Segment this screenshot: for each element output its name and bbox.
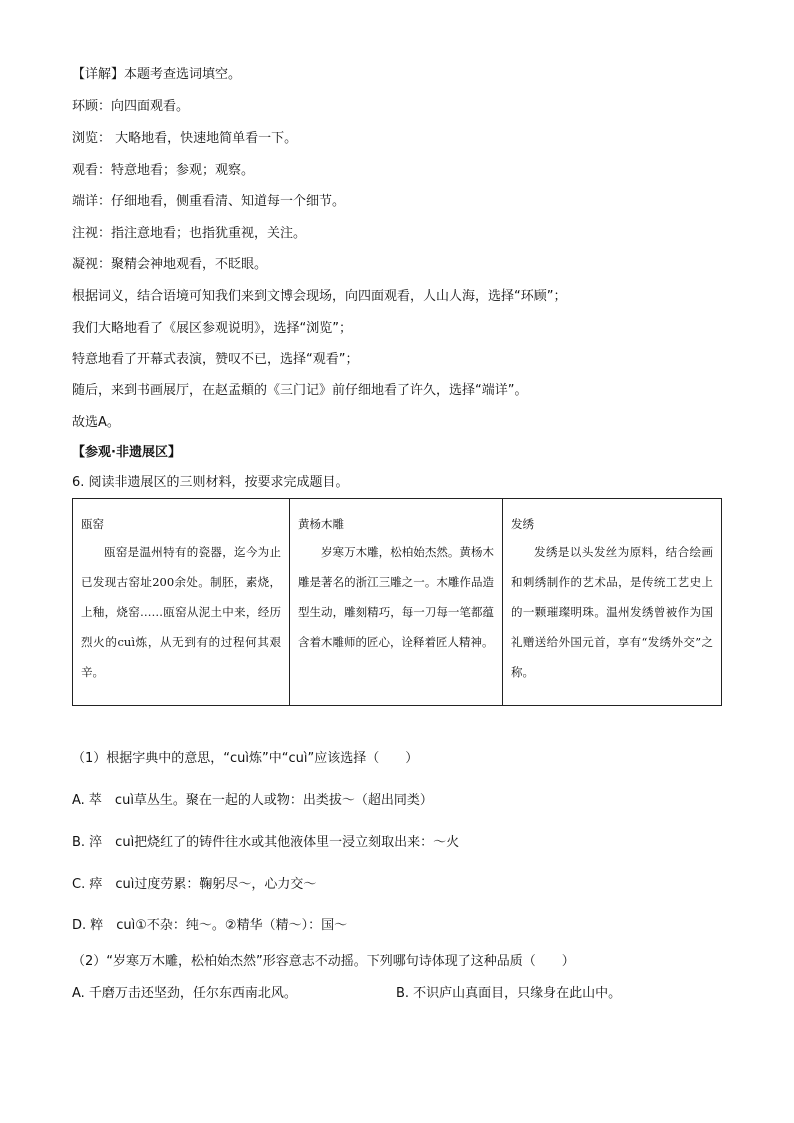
definition-liulan: 浏览： 大略地看，快速地简单看一下。 [72,131,298,146]
material-title-faxiu: 发绣 [511,517,534,531]
material-cell-faxiu [503,499,722,706]
material-title-ouyao: 瓯窑 [81,517,104,531]
material-title-huangyang: 黄杨木雕 [298,517,344,531]
section-title: 【参观·非遗展区】 [72,445,181,460]
definition-duanxiang: 端详：仔细地看，侧重看清、知道每一个细节。 [72,194,346,209]
material-cell-huangyang [290,499,503,706]
material-body-huangyang: 岁寒万木雕，松柏始杰然。黄杨木雕是著名的浙江三雕之一。木雕作品造型生动，雕刻精巧，每一刀每一笔都蕴含着木雕师的匠心，诠释着匠人精神。 [298,545,494,649]
reasoning-line-4: 随后，来到书画展厅，在赵孟頫的《三门记》前仔细地看了许久，选择“端详”。 [72,383,528,398]
answer-line: 故选A。 [72,415,120,430]
sub-question-1-option-d: D. 粹 cuì①不杂：纯～。②精华（精～）：国～ [72,918,348,933]
definition-guankan: 观看：特意地看；参观；观察。 [72,163,255,178]
reasoning-line-1: 根据词义，结合语境可知我们来到文博会现场，向四面观看，人山人海，选择“环顾”； [72,289,567,304]
material-body-faxiu: 发绣是以头发丝为原料，结合绘画和刺绣制作的艺术品，是传统工艺史上的一颗璀璨明珠。温州发绣曾被作为国礼赠送给外国元首，享有“发绣外交”之称。 [511,545,713,679]
sub-question-1-prompt: （1）根据字典中的意思，“cuì炼”中“cuì”应该选择（ ） [72,751,419,766]
material-cell-ouyao [73,499,290,706]
sub-question-2-prompt: （2）“岁寒万木雕，松柏始杰然”形容意志不动摇。下列哪句诗体现了这种品质（ ） [72,954,575,969]
definition-huangu: 环顾：向四面观看。 [72,99,190,114]
sub-question-2-option-b: B. 不识庐山真面目，只缘身在此山中。 [396,986,622,1001]
definition-zhushi: 注视：指注意地看；也指犹重视，关注。 [72,226,307,241]
material-body-ouyao: 瓯窑是温州特有的瓷器，迄今为止已发现古窑址200余处。制胚，素烧，上釉，烧窑……瓯窑从泥土中来，经历烈火的cuì炼，从无到有的过程何其艰辛。 [81,545,281,679]
sub-question-1-option-b: B. 淬 cuì把烧红了的铸件往水或其他液体里一浸立刻取出来：～火 [72,835,460,850]
sub-question-2-option-a: A. 千磨万击还坚劲，任尔东西南北风。 [72,986,297,1001]
reasoning-line-3: 特意地看了开幕式表演，赞叹不已，选择“观看”； [72,352,359,367]
analysis-title: 【详解】本题考查选词填空。 [72,67,242,82]
definition-ningshi: 凝视：聚精会神地观看，不眨眼。 [72,257,268,272]
reasoning-line-2: 我们大略地看了《展区参观说明》，选择“浏览”； [72,321,352,336]
sub-question-1-option-a: A. 萃 cuì草丛生。聚在一起的人或物：出类拔～（超出同类） [72,793,433,808]
question-6-prompt: 6. 阅读非遗展区的三则材料，按要求完成题目。 [72,475,349,490]
materials-table [72,498,722,706]
sub-question-1-option-c: C. 瘁 cuì过度劳累：鞠躬尽～，心力交～ [72,877,317,892]
